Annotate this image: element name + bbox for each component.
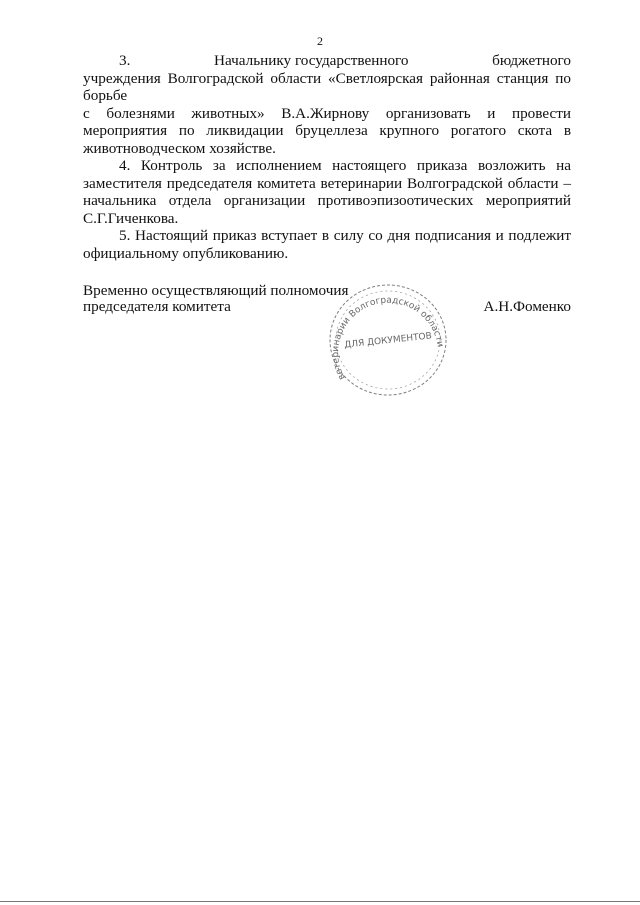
paragraph-3-line-5: мероприятия по ликвидации бруцеллеза крупного рогатого скота в xyxy=(83,122,571,139)
bottom-edge-line xyxy=(0,901,640,902)
signer-title-line-2: председателя комитета xyxy=(83,298,231,315)
paragraph-3-line-6: животноводческом хозяйстве. xyxy=(83,139,276,157)
page-number: 2 xyxy=(317,34,323,48)
document-body xyxy=(83,52,571,262)
paragraph-3-line-2: учреждения Волгоградской области «Светлоярская районная станция по xyxy=(83,69,571,87)
paragraph-3-number: 3. xyxy=(119,52,131,69)
paragraph-3-recipient: Начальнику государственного xyxy=(214,52,409,69)
paragraph-3-line-3: борьбе xyxy=(83,87,128,104)
paragraph-3-line-4: с болезнями животных» В.А.Жирнову организовать и провести xyxy=(83,104,571,122)
stamp-outer-text: ветеринарии Волгоградской области xyxy=(331,295,445,382)
signer-name: А.Н.Фоменко xyxy=(483,298,571,315)
official-stamp xyxy=(323,278,453,402)
paragraph-5: 5. Настоящий приказ вступает в силу со дня подписания и подлежит официальному опубликованию. xyxy=(83,227,571,262)
paragraph-3-word-budget: бюджетного xyxy=(492,52,571,69)
paragraph-4: 4. Контроль за исполнением настоящего приказа возложить на заместителя председателя комитета ветеринарии Волгоградской области – начальника отдела организации противоэпизоотических мероприятий С.Г.Гиченкова. xyxy=(83,157,571,227)
paragraph-3-line-1 xyxy=(83,52,571,70)
stamp-center-text: ДЛЯ ДОКУМЕНТОВ xyxy=(343,331,433,351)
signer-title-line-1: Временно осуществляющий полномочия xyxy=(83,282,349,299)
